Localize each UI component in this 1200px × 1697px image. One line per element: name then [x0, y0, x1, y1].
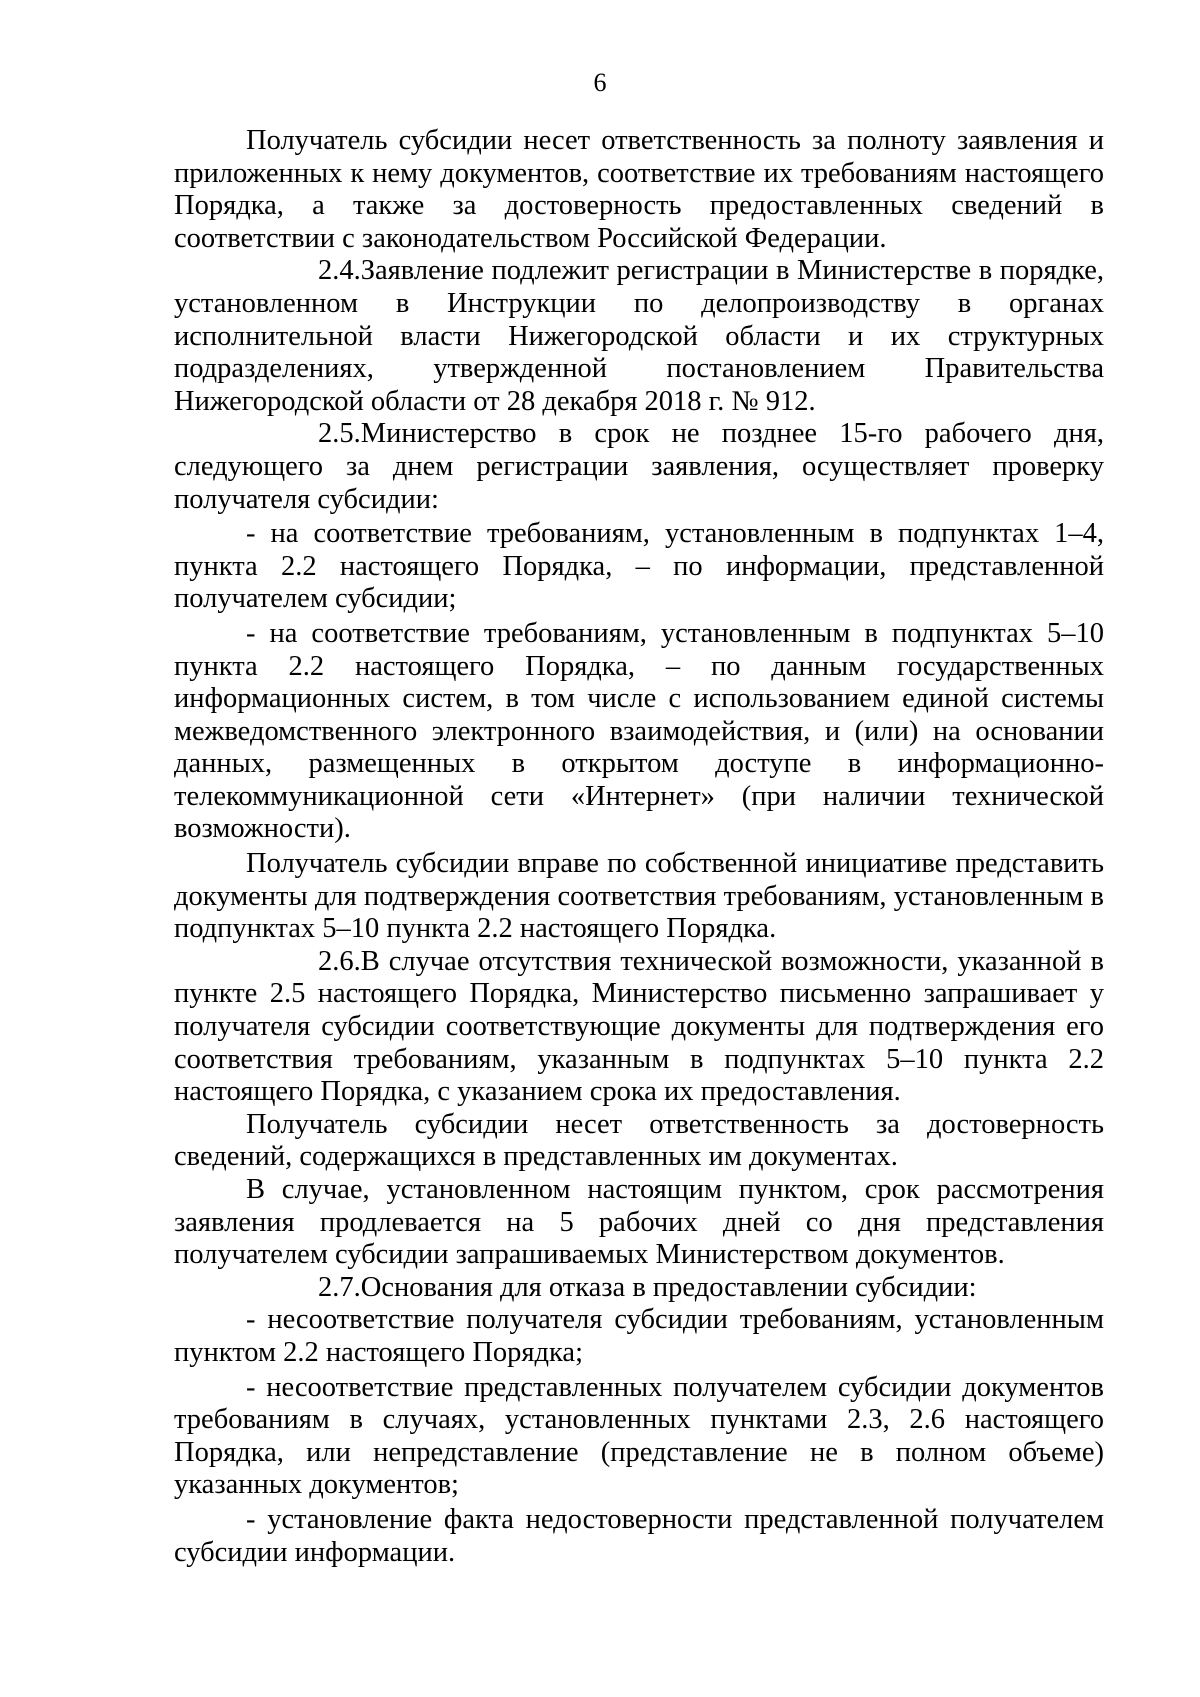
- paragraph-text: Основания для отказа в предоставлении субсидии:: [360, 1271, 977, 1303]
- paragraph-text: Министерство в срок не позднее 15-го рабочего дня, следующего за днем регистрации заявления, осуществляет проверку получателя субсидии:: [174, 418, 1104, 515]
- paragraph: [174, 1174, 1104, 1272]
- list-item: [174, 1504, 1104, 1569]
- list-item: [174, 1304, 1104, 1369]
- paragraph-text: - несоответствие получателя субсидии требованиям, установленным пунктом 2.2 настоящего Порядка;: [174, 1304, 1104, 1368]
- page-number: 6: [593, 68, 607, 97]
- paragraph-text: Получатель субсидии несет ответственность за достоверность сведений, содержащихся в представленных им документах.: [174, 1108, 1104, 1173]
- clause-number: 2.5.: [318, 418, 361, 450]
- paragraph: [174, 1109, 1104, 1174]
- list-item: [174, 1372, 1104, 1502]
- paragraph-text: В случае, установленном настоящим пунктом, срок рассмотрения заявления продлевается на 5 рабочих дней со дня представления получателем субсидии запрашиваемых Министерством документов.: [174, 1174, 1104, 1271]
- paragraph-2-7: [174, 1272, 1104, 1305]
- clause-number: 2.7.: [318, 1271, 361, 1303]
- document-body: [174, 125, 1104, 1569]
- paragraph-2-4: [174, 255, 1104, 418]
- paragraph-text: - несоответствие представленных получателем субсидии документов требованиям в случаях, установленных пунктами 2.3, 2.6 настоящего Порядка, или непредставление (представление не в полном объеме) указанных документов;: [174, 1371, 1104, 1501]
- paragraph-text: В случае отсутствия технической возможности, указанной в пункте 2.5 настоящего Порядка, Министерство письменно запрашивает у получателя субсидии соответствующие документы для подтверждения его соответствия требованиям, указанным в подпунктах 5–10 пункта 2.2 настоящего Порядка, с указанием срока их предоставления.: [174, 945, 1104, 1108]
- clause-number: 2.4.: [318, 255, 361, 287]
- paragraph-text: Заявление подлежит регистрации в Министерстве в порядке, установленном в Инструкции по делопроизводству в органах исполнительной власти Нижегородской области и их структурных подразделениях, утвержденной постановлением Правительства Нижегородской области от 28 декабря 2018 г. № 912.: [174, 255, 1104, 417]
- list-item: [174, 518, 1104, 616]
- paragraph-2-6: [174, 946, 1104, 1109]
- paragraph-text: Получатель субсидии несет ответственность за полноту заявления и приложенных к нему документов, соответствие их требованиям настоящего Порядка, а также за достоверность предоставленных сведений в соответствии с законодательством Российской Федерации.: [174, 125, 1104, 254]
- clause-number: 2.6.: [318, 945, 361, 977]
- paragraph-text: - на соответствие требованиям, установленным в подпунктах 5–10 пункта 2.2 настоящего Порядка, – по данным государственных информационных систем, в том числе с использованием единой системы межведомственного электронного взаимодействия, и (или) на основании данных, размещенных в открытом доступе в информационно-телекоммуникационной сети «Интернет» (при наличии технической возможности).: [174, 617, 1104, 845]
- paragraph-text: - установление факта недостоверности представленной получателем субсидии информации.: [174, 1503, 1104, 1568]
- paragraph-2-5: [174, 418, 1104, 516]
- paragraph-text: - на соответствие требованиям, установленным в подпунктах 1–4, пункта 2.2 настоящего Порядка, – по информации, представленной получателем субсидии;: [174, 518, 1104, 615]
- paragraph: [174, 848, 1104, 946]
- paragraph: [174, 125, 1104, 255]
- paragraph-text: Получатель субсидии вправе по собственной инициативе представить документы для подтверждения соответствия требованиям, установленным в подпунктах 5–10 пункта 2.2 настоящего Порядка.: [174, 848, 1104, 945]
- list-item: [174, 618, 1104, 846]
